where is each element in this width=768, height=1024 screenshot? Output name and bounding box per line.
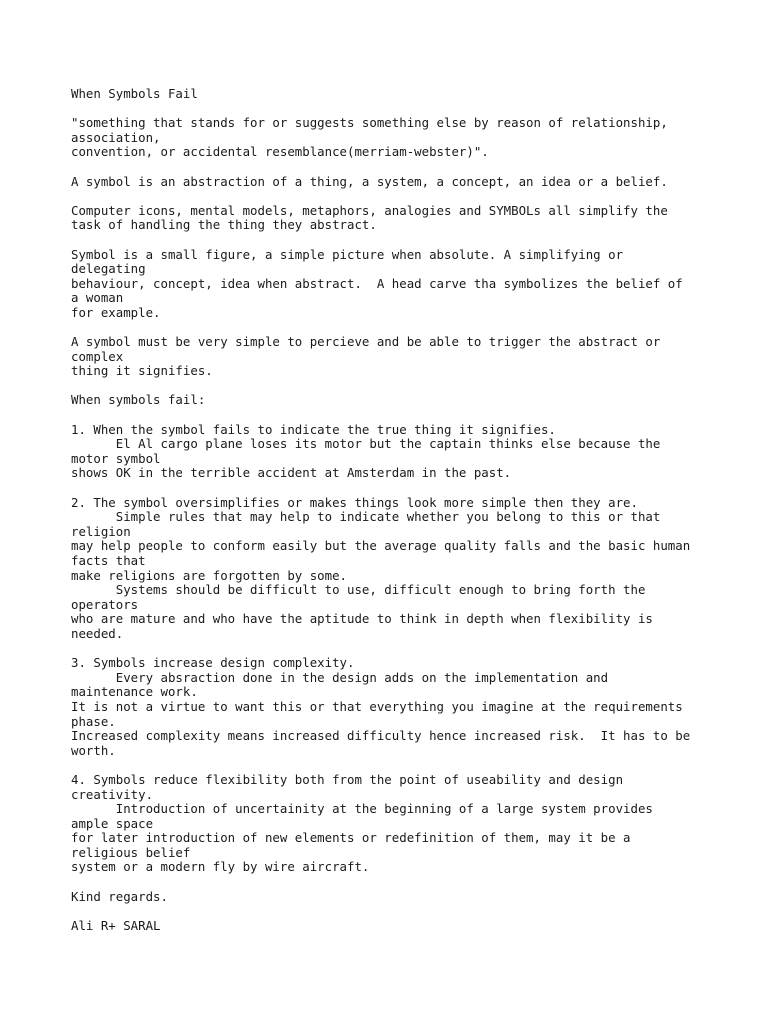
blank-line xyxy=(71,904,711,919)
text-line: Systems should be difficult to use, difficult enough to bring forth the xyxy=(71,582,646,598)
text-line: association, xyxy=(71,129,161,145)
blank-line xyxy=(71,875,711,890)
text-line: religious belief xyxy=(71,844,191,860)
text-line: for later introduction of new elements or redefinition of them, may it be a xyxy=(71,830,631,846)
text-line: thing it signifies. xyxy=(71,363,213,379)
text-line: Symbol is a small figure, a simple picture when absolute. A simplifying or xyxy=(71,246,624,262)
text-line: behaviour, concept, idea when abstract. A head carve tha symbolizes the belief of xyxy=(71,275,683,291)
text-line: may help people to conform easily but the average quality falls and the basic human xyxy=(71,538,691,554)
text-line: Every absraction done in the design adds on the implementation and xyxy=(71,669,609,685)
text-line: task of handling the thing they abstract. xyxy=(71,217,377,233)
blank-line xyxy=(71,160,711,175)
text-line: creativity. xyxy=(71,786,154,802)
text-line: 3. Symbols increase design complexity. xyxy=(71,655,355,671)
text-line: A symbol is an abstraction of a thing, a system, a concept, an idea or a belief. xyxy=(71,173,668,189)
blank-line xyxy=(71,758,711,773)
text-line: operators xyxy=(71,596,139,612)
text-line: Computer icons, mental models, metaphors, analogies and SYMBOLs all simplify the xyxy=(71,202,668,218)
text-line: A symbol must be very simple to percieve and be able to trigger the abstract or xyxy=(71,334,661,350)
blank-line xyxy=(71,481,711,496)
text-line: system or a modern fly by wire aircraft. xyxy=(71,859,370,875)
blank-line xyxy=(71,408,711,423)
text-line: When symbols fail: xyxy=(71,392,206,408)
text-line: needed. xyxy=(71,625,124,641)
text-line: Introduction of uncertainity at the beginning of a large system provides xyxy=(71,801,653,817)
text-line: complex xyxy=(71,348,124,364)
blank-line xyxy=(71,321,711,336)
text-line: delegating xyxy=(71,261,146,277)
text-line: shows OK in the terrible accident at Amsterdam in the past. xyxy=(71,465,512,481)
blank-line xyxy=(71,102,711,117)
text-line: make religions are forgotten by some. xyxy=(71,567,348,583)
blank-line xyxy=(71,379,711,394)
text-line: 4. Symbols reduce flexibility both from the point of useability and design xyxy=(71,771,624,787)
blank-line xyxy=(71,233,711,248)
text-line: 2. The symbol oversimplifies or makes things look more simple then they are. xyxy=(71,494,638,510)
text-line: convention, or accidental resemblance(merriam-webster)". xyxy=(71,144,489,160)
text-line: Ali R+ SARAL xyxy=(71,917,161,933)
text-line: El Al cargo plane loses its motor but the captain thinks else because the xyxy=(71,436,661,452)
text-line: Simple rules that may help to indicate whether you belong to this or that xyxy=(71,509,661,525)
text-line: a woman xyxy=(71,290,124,306)
text-line: motor symbol xyxy=(71,450,161,466)
text-line: for example. xyxy=(71,304,161,320)
document-body xyxy=(71,87,711,933)
text-line: 1. When the symbol fails to indicate the true thing it signifies. xyxy=(71,421,556,437)
blank-line xyxy=(71,642,711,657)
text-line: religion xyxy=(71,523,131,539)
text-line: "something that stands for or suggests something else by reason of relationship, xyxy=(71,115,668,131)
document-title: When Symbols Fail xyxy=(71,86,198,101)
text-line: It is not a virtue to want this or that everything you imagine at the requirements xyxy=(71,698,683,714)
text-line: worth. xyxy=(71,742,116,758)
text-line: maintenance work. xyxy=(71,684,198,700)
text-line: facts that xyxy=(71,553,146,568)
text-line: phase. xyxy=(71,713,116,729)
text-line: ample space xyxy=(71,815,154,831)
text-line: who are mature and who have the aptitude to think in depth when flexibility is xyxy=(71,611,653,627)
blank-line xyxy=(71,189,711,204)
text-line: Kind regards. xyxy=(71,888,168,904)
text-line: Increased complexity means increased difficulty hence increased risk. It has to be xyxy=(71,728,691,744)
